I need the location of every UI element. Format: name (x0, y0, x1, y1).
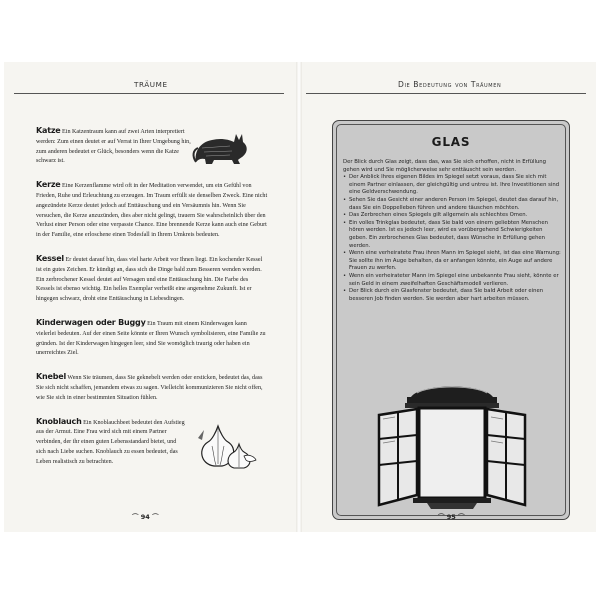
entry-text: Ein Traum mit einem Kinderwagen kann vielerlei bedeuten. Auf der einen Seite könnte er Ihren Wunsch symbolisieren, eine Familie zu gründen. Ist der Kinderwagen hingegen leer, sind Sie womöglich traurig oder haben ein unerreichtes Ziel. (36, 320, 266, 357)
list-item: • Wenn ein verheirateter Mann im Spiegel eine unbekannte Frau sieht, könnte er sein Geld in einem zweifelhaften Geschäftsmodell verlieren. (343, 273, 561, 288)
info-box-list (343, 174, 561, 303)
list-item: • Wenn eine verheiratete Frau ihren Mann im Spiegel sieht, ist das eine Warnung: Sie sollte ihn im Auge behalten, da er anfangen könnte, ein Auge auf andere Frauen zu werfen. (343, 250, 561, 273)
entry-text: Ein Knoblauchbeet bedeutet den Aufstieg aus der Armut. Eine Frau wird sich mit einem Partner verbinden, der ihr einen guten Lebensstandard bietet, und sich nach Liebe suchen. Knoblauch zu essen bedeutet, das Leben realistisch zu betrachten. (36, 419, 185, 465)
entry-text: Er deutet darauf hin, dass viel harte Arbeit vor Ihnen liegt. Ein kochender Kessel ist ein gutes Zeichen. Er kündigt an, dass sich die Dinge bald zum Besseren wenden werden. Ein zerbrochener Kessel deutet auf Versagen und eine Enttäuschung hin. Die Farbe des Kessels ist ebenso wichtig. Ein helles Exemplar verheißt eine angenehme Zukunft. Ist er hingegen schwarz, droht eine Enttäuschung in Liebesdingen. (36, 256, 263, 303)
info-box-title: GLAS (431, 135, 471, 149)
page-number-value: 95 (446, 513, 456, 521)
running-head-right: Die Bedeutung von Träumen (398, 80, 502, 89)
left-page (4, 62, 297, 532)
page-number-left: ⌒ 94 ⌒ (132, 513, 159, 521)
entry-kessel (36, 254, 268, 305)
page-number-value: 94 (140, 513, 150, 521)
entry-keyword: Katze (36, 126, 61, 135)
list-item: • Ein volles Trinkglas bedeutet, dass Sie bald von einem geliebten Menschen hören werden. Ist es jedoch leer, wird es vorübergehend Schwierigkeiten geben. Ein zerbrochenes Glas bedeutet, dass Wünsche in Erfüllung gehen werden. (343, 220, 561, 250)
header-rule-right (306, 93, 586, 94)
garlic-illustration (194, 418, 260, 472)
entry-keyword: Kerze (36, 180, 61, 190)
entry-katze (36, 126, 200, 167)
list-item: • Der Anblick Ihres eigenen Bildes im Spiegel setzt voraus, dass Sie sich mit einem Partner einlassen, der gleichgültig und untreu ist. Ihre Investitionen sind eine Geldverschwendung. (343, 174, 561, 197)
entry-text: Wenn Sie träumen, dass Sie geknebelt werden oder ersticken, bedeutet das, dass Sie sich nicht schaffen, jemandem etwas zu sagen. Vielleicht kommunizieren Sie nicht offen, wie Sie sich in einer bestimmten Situation fühlen. (36, 375, 263, 401)
entry-keyword: Knebel (36, 372, 67, 382)
list-item: • Der Blick durch ein Glasfenster bedeutet, dass Sie bald Arbeit oder einen besseren Job finden werden. Sie werden aber hart arbeiten müssen. (343, 288, 561, 303)
entry-keyword: Knoblauch (36, 416, 82, 426)
entry-text: Eine Kerzenflamme wird oft in der Meditation verwendet, um ein Gefühl von Frieden, Ruhe und Erleuchtung zu erzeugen. Im Traum erfüllt sie denselben Zweck. Eine nicht angezündete Kerze deutet jedoch auf Enttäuschung und ein Versäumnis hin. Wenn Sie versuchen, die Kerze anzuzünden, dies aber nicht gelingt, trauern Sie wahrscheinlich über den Verlust einer Person oder eine verpasste Chance. Eine brennende Kerze kann auch eine Geburt in der Familie, eine erloschene einen Todesfall in Ihrem Umkreis bedeuten. (36, 183, 268, 239)
header-rule-left (14, 93, 284, 94)
entry-kerze (36, 180, 268, 241)
entry-text: Ein Katzentraum kann auf zwei Arten interpretiert werden: Zum einen deutet er auf Verrat in Ihrer Umgebung hin, zum anderen bedeutet er Glück, besonders wenn die Katze schwarz ist. (36, 129, 191, 165)
entry-keyword: Kessel (36, 253, 64, 263)
entry-keyword: Kinderwagen oder Buggy (36, 317, 146, 327)
list-item: • Das Zerbrechen eines Spiegels gilt allgemein als schlechtes Omen. (343, 212, 561, 220)
entry-kinderwagen (36, 318, 268, 359)
running-head-left: TRÄUME (134, 80, 168, 89)
book-spread (4, 62, 596, 532)
page-number-right: ⌒ 95 ⌒ (438, 513, 465, 521)
entry-knoblauch (36, 417, 186, 468)
list-item: • Sehen Sie das Gesicht einer anderen Person im Spiegel, deutet das darauf hin, dass Sie ein Doppelleben führen und andere täuschen möchten. (343, 197, 561, 212)
window-illustration (357, 379, 547, 511)
info-box-intro: Der Blick durch Glas zeigt, dass das, was Sie sich erhoffen, nicht in Erfüllung gehen wird und Sie möglicherweise sehr enttäuscht sein werden. (343, 159, 546, 173)
right-page (302, 62, 596, 532)
info-box (332, 120, 570, 520)
entry-knebel (36, 372, 268, 403)
info-box-body (343, 159, 561, 303)
